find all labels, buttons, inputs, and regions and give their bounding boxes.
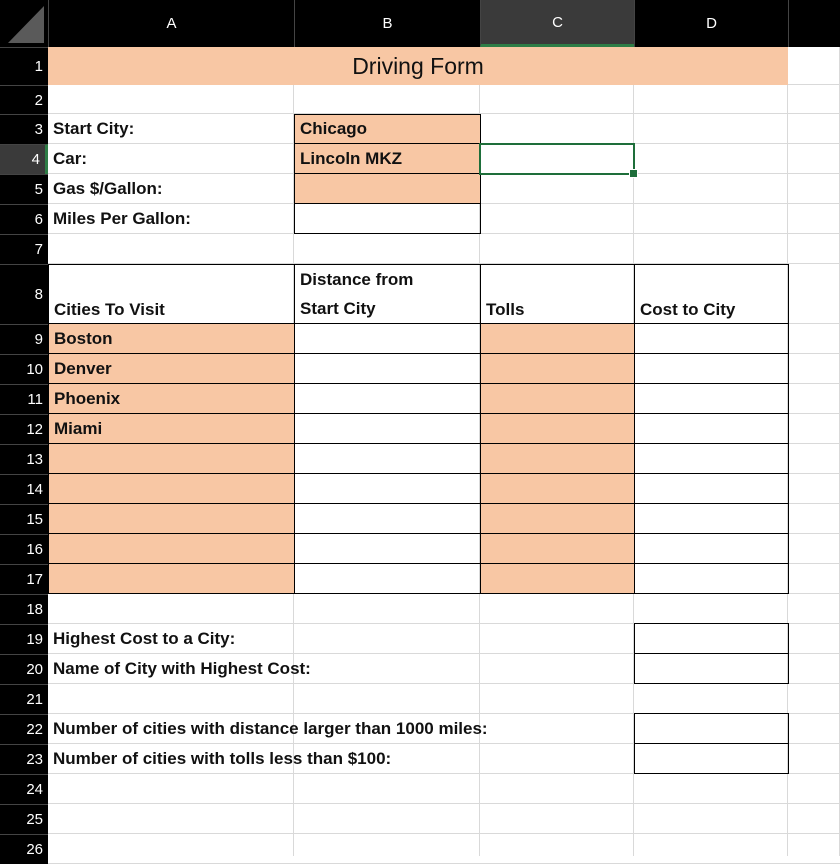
table-row-cost[interactable] — [634, 323, 789, 354]
fill-handle[interactable] — [629, 169, 638, 178]
column-header-d[interactable]: D — [634, 0, 788, 47]
table-row-city[interactable]: Phoenix — [48, 383, 295, 414]
label-car: Car: — [53, 149, 88, 168]
column-header-e[interactable] — [788, 0, 840, 47]
row-header-13[interactable]: 13 — [0, 444, 48, 474]
row-header-21[interactable]: 21 — [0, 684, 48, 714]
page-title: Driving Form — [48, 47, 788, 85]
table-row-cost[interactable] — [634, 533, 789, 564]
row-header-24[interactable]: 24 — [0, 774, 48, 804]
summary-value-highest-city[interactable] — [634, 653, 789, 684]
table-row-cost[interactable] — [634, 563, 789, 594]
table-header-city: Cities To Visit — [48, 264, 295, 324]
distance-header-line1: Distance from — [300, 269, 414, 289]
grid-row-line — [48, 833, 840, 834]
row-header-11[interactable]: 11 — [0, 384, 48, 414]
row-header-23[interactable]: 23 — [0, 744, 48, 774]
table-row-distance[interactable] — [294, 443, 481, 474]
summary-value-distance-count[interactable] — [634, 713, 789, 744]
table-row-city[interactable]: Miami — [48, 413, 295, 444]
table-row-tolls[interactable] — [480, 383, 635, 414]
row-header-8[interactable]: 8 — [0, 264, 48, 324]
table-row-cost[interactable] — [634, 413, 789, 444]
table-row-distance[interactable] — [294, 503, 481, 534]
row-header-16[interactable]: 16 — [0, 534, 48, 564]
table-row-cost[interactable] — [634, 473, 789, 504]
select-all-corner[interactable] — [0, 0, 48, 47]
table-row-cost[interactable] — [634, 503, 789, 534]
row-header-10[interactable]: 10 — [0, 354, 48, 384]
table-row-city[interactable] — [48, 473, 295, 504]
selected-cell-c4[interactable] — [479, 143, 635, 175]
table-row-distance[interactable] — [294, 353, 481, 384]
row-header-2[interactable]: 2 — [0, 85, 48, 114]
row-header-4[interactable]: 4 — [0, 144, 48, 174]
input-car[interactable]: Lincoln MKZ — [294, 143, 481, 174]
table-header-distance — [294, 264, 481, 324]
column-header-a[interactable]: A — [48, 0, 294, 47]
summary-label-highest-cost: Highest Cost to a City: — [53, 629, 236, 648]
table-row-tolls[interactable] — [480, 503, 635, 534]
table-row-distance[interactable] — [294, 323, 481, 354]
input-gas-price[interactable] — [294, 173, 481, 204]
table-row-tolls[interactable] — [480, 563, 635, 594]
table-row-tolls[interactable] — [480, 353, 635, 384]
row-header-1[interactable]: 1 — [0, 47, 48, 85]
grid-row-line — [48, 803, 840, 804]
table-row-cost[interactable] — [634, 443, 789, 474]
distance-header-line2: Start City — [300, 298, 376, 318]
table-row-city[interactable]: Boston — [48, 323, 295, 354]
table-row-tolls[interactable] — [480, 323, 635, 354]
row-header-9[interactable]: 9 — [0, 324, 48, 354]
summary-label-tolls-count: Number of cities with tolls less than $100: — [53, 749, 392, 768]
row-header-26[interactable]: 26 — [0, 834, 48, 864]
table-row-tolls[interactable] — [480, 533, 635, 564]
summary-label-distance-count: Number of cities with distance larger than 1000 miles: — [53, 719, 488, 738]
summary-value-tolls-count[interactable] — [634, 743, 789, 774]
summary-value-highest-cost[interactable] — [634, 623, 789, 654]
table-row-city[interactable] — [48, 533, 295, 564]
row-header-17[interactable]: 17 — [0, 564, 48, 594]
input-mpg[interactable] — [294, 203, 481, 234]
table-header-cost: Cost to City — [634, 264, 789, 324]
table-row-tolls[interactable] — [480, 413, 635, 444]
table-header-tolls: Tolls — [480, 264, 635, 324]
row-header-22[interactable]: 22 — [0, 714, 48, 744]
table-row-city[interactable] — [48, 563, 295, 594]
row-header-19[interactable]: 19 — [0, 624, 48, 654]
summary-label-highest-city: Name of City with Highest Cost: — [53, 659, 311, 678]
table-row-tolls[interactable] — [480, 443, 635, 474]
table-row-distance[interactable] — [294, 533, 481, 564]
table-row-city[interactable] — [48, 443, 295, 474]
row-header-6[interactable]: 6 — [0, 204, 48, 234]
label-mpg: Miles Per Gallon: — [53, 209, 191, 228]
column-header-c[interactable]: C — [480, 0, 634, 47]
row-header-25[interactable]: 25 — [0, 804, 48, 834]
label-gas-price: Gas $/Gallon: — [53, 179, 163, 198]
table-row-tolls[interactable] — [480, 473, 635, 504]
column-header-b[interactable]: B — [294, 0, 480, 47]
table-row-city[interactable] — [48, 503, 295, 534]
row-header-7[interactable]: 7 — [0, 234, 48, 264]
row-header-5[interactable]: 5 — [0, 174, 48, 204]
row-header-18[interactable]: 18 — [0, 594, 48, 624]
table-row-distance[interactable] — [294, 563, 481, 594]
row-header-20[interactable]: 20 — [0, 654, 48, 684]
row-header-15[interactable]: 15 — [0, 504, 48, 534]
input-start-city[interactable]: Chicago — [294, 114, 481, 144]
table-row-city[interactable]: Denver — [48, 353, 295, 384]
label-start-city: Start City: — [53, 119, 135, 138]
table-row-distance[interactable] — [294, 473, 481, 504]
table-row-distance[interactable] — [294, 413, 481, 444]
table-row-distance[interactable] — [294, 383, 481, 414]
select-all-triangle-icon — [0, 0, 48, 47]
table-row-cost[interactable] — [634, 383, 789, 414]
row-header-14[interactable]: 14 — [0, 474, 48, 504]
table-row-cost[interactable] — [634, 353, 789, 384]
row-header-12[interactable]: 12 — [0, 414, 48, 444]
row-header-3[interactable]: 3 — [0, 114, 48, 144]
